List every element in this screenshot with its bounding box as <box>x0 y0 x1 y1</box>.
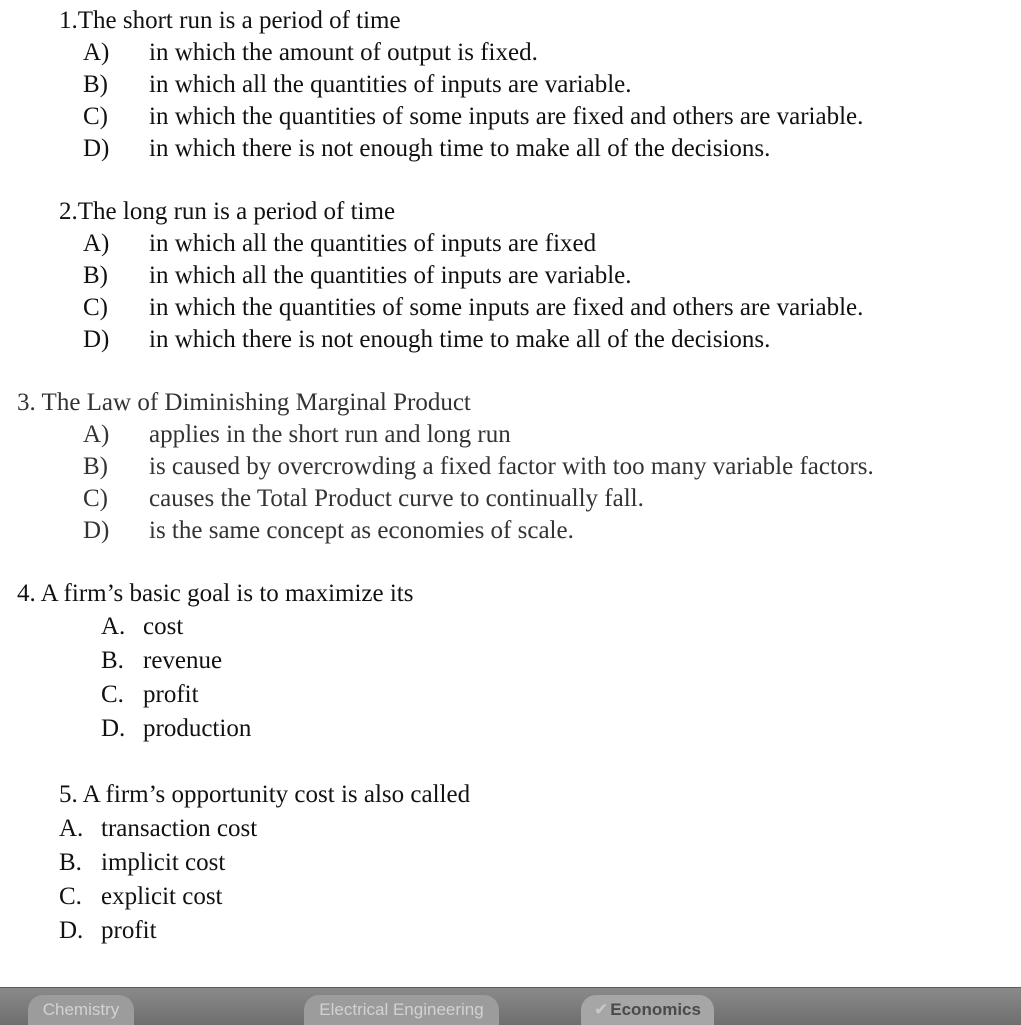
check-icon: ✔ <box>594 1000 609 1019</box>
subject-tab-bar <box>0 987 1021 1025</box>
tab-chemistry[interactable]: Chemistry <box>28 995 134 1025</box>
question-stem: 3. The Law of Diminishing Marginal Product <box>17 389 471 416</box>
question-stem: 1.The short run is a period of time <box>59 7 401 34</box>
tab-electrical-engineering[interactable]: Electrical Engineering <box>304 995 499 1025</box>
question-stem: 4. A firm’s basic goal is to maximize its <box>17 580 414 607</box>
tab-economics[interactable]: ✔ Economics <box>581 995 714 1025</box>
question-stem: 5. A firm’s opportunity cost is also called <box>59 781 471 808</box>
question-stem: 2.The long run is a period of time <box>59 198 396 225</box>
